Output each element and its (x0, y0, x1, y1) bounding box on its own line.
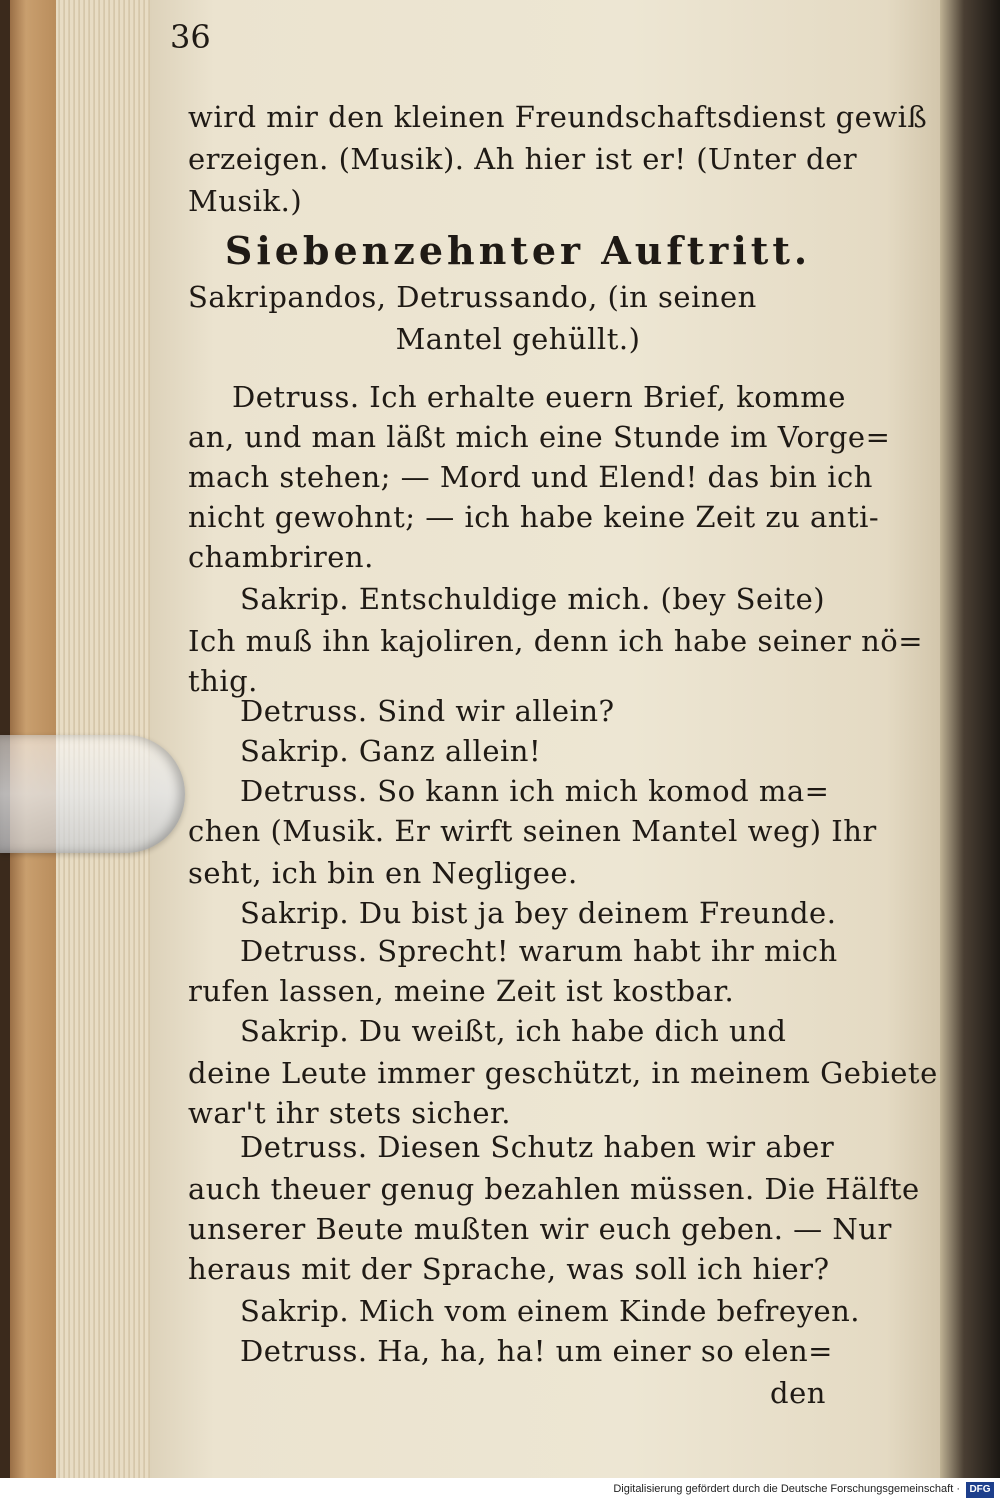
dialogue-line: mach stehen; — Mord und Elend! das bin ich (188, 460, 873, 494)
dialogue-line: Sakrip. Du bist ja bey deinem Freunde. (240, 896, 837, 930)
dialogue-line: war't ihr stets sicher. (188, 1096, 511, 1130)
dialogue-line: Detruss. Diesen Schutz haben wir aber (240, 1130, 835, 1164)
dialogue-line: Sakrip. Ganz allein! (240, 734, 542, 768)
dialogue-line: thig. (188, 664, 258, 698)
dialogue-line: Sakrip. Mich vom einem Kinde befreyen. (240, 1294, 861, 1328)
catchword: den (770, 1376, 826, 1410)
bookmark-tab (0, 735, 185, 853)
text-line: Musik.) (188, 184, 303, 218)
dialogue-line: unserer Beute mußten wir euch geben. — Nur (188, 1212, 892, 1246)
dialogue-line: auch theuer genug bezahlen müssen. Die Hälfte (188, 1172, 920, 1206)
text-line: wird mir den kleinen Freundschaftsdienst gewiß (188, 100, 928, 134)
dialogue-line: chambriren. (188, 540, 374, 574)
dialogue-line: deine Leute immer geschützt, in meinem Gebiete (188, 1056, 938, 1090)
footer-bar (0, 1478, 1000, 1503)
dialogue-line: Detruss. So kann ich mich komod ma= (240, 774, 830, 808)
dialogue-line: Detruss. Sind wir allein? (240, 694, 615, 728)
dialogue-line: chen (Musik. Er wirft seinen Mantel weg) Ihr (188, 814, 877, 848)
dialogue-line: Detruss. Ich erhalte euern Brief, komme (232, 380, 846, 414)
text-line: erzeigen. (Musik). Ah hier ist er! (Unter der (188, 142, 858, 176)
dialogue-line: heraus mit der Sprache, was soll ich hier? (188, 1252, 830, 1286)
page-number: 36 (170, 18, 211, 56)
dialogue-line: Sakrip. Entschuldige mich. (bey Seite) (240, 582, 826, 616)
dialogue-line: Sakrip. Du weißt, ich habe dich und (240, 1014, 787, 1048)
cast-line: Sakripandos, Detrussando, (in seinen (188, 280, 757, 314)
dialogue-line: seht, ich bin en Negligee. (188, 856, 578, 890)
funding-credit: Digitalisierung gefördert durch die Deutsche Forschungsgemeinschaft · (613, 1483, 960, 1495)
cast-line: Mantel gehüllt.) (395, 322, 641, 356)
dialogue-line: Detruss. Sprecht! warum habt ihr mich (240, 934, 838, 968)
scene-heading: Siebenzehnter Auftritt. (224, 228, 812, 273)
dialogue-line: rufen lassen, meine Zeit ist kostbar. (188, 974, 735, 1008)
dialogue-line: an, und man läßt mich eine Stunde im Vorge= (188, 420, 891, 454)
dfg-logo: DFG (966, 1482, 994, 1498)
dialogue-line: Ich muß ihn kajoliren, denn ich habe seiner nö= (188, 624, 924, 658)
dialogue-line: nicht gewohnt; — ich habe keine Zeit zu anti- (188, 500, 880, 534)
dialogue-line: Detruss. Ha, ha, ha! um einer so elen= (240, 1334, 833, 1368)
